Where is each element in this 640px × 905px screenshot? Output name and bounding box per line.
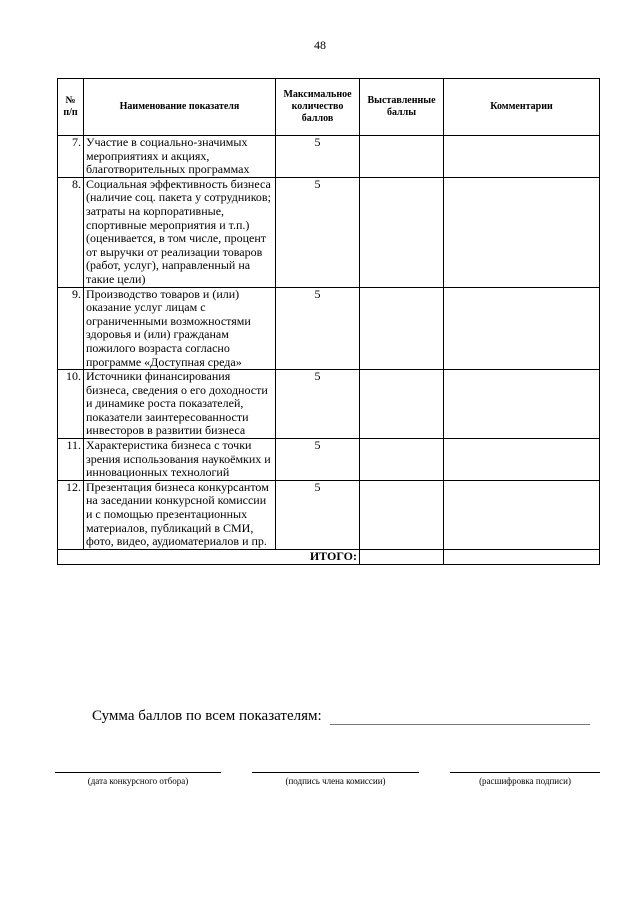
- signature-caption: (подпись члена комиссии): [285, 776, 386, 786]
- signature-line[interactable]: [252, 772, 419, 773]
- decoding-caption: (расшифровка подписи): [479, 776, 571, 786]
- criterion-name: Участие в социально-значимых мероприятиях и акциях, благотворительных программах: [84, 136, 276, 178]
- max-score: 5: [276, 439, 360, 481]
- row-number: 11.: [58, 439, 84, 481]
- table-row: [58, 480, 600, 549]
- sum-label: Сумма баллов по всем показателям:: [92, 708, 322, 724]
- total-label: ИТОГО:: [58, 549, 360, 564]
- given-score-cell[interactable]: [360, 439, 444, 481]
- comment-cell[interactable]: [444, 370, 600, 439]
- given-score-cell[interactable]: [360, 480, 444, 549]
- max-score: 5: [276, 370, 360, 439]
- row-number: 9.: [58, 287, 84, 370]
- comment-cell[interactable]: [444, 287, 600, 370]
- comment-cell[interactable]: [444, 439, 600, 481]
- evaluation-table: [57, 78, 600, 565]
- max-score: 5: [276, 480, 360, 549]
- row-number: 8.: [58, 177, 84, 287]
- max-score: 5: [276, 136, 360, 178]
- date-line[interactable]: [55, 772, 221, 773]
- sum-input-line[interactable]: [330, 724, 590, 725]
- criterion-name: Характеристика бизнеса с точки зрения использования наукоёмких и инновационных технологий: [84, 439, 276, 481]
- criterion-name: Производство товаров и (или) оказание услуг лицам с ограниченными возможностями здоровья и (или) гражданам пожилого возраста согласно программе «Доступная среда»: [84, 287, 276, 370]
- total-row: [58, 549, 600, 564]
- comment-cell[interactable]: [444, 177, 600, 287]
- total-score-cell[interactable]: [360, 549, 444, 564]
- decoding-line[interactable]: [450, 772, 600, 773]
- header-comments: Комментарии: [444, 79, 600, 136]
- header-given-score: Выставленные баллы: [360, 79, 444, 136]
- header-name: Наименование показателя: [84, 79, 276, 136]
- given-score-cell[interactable]: [360, 370, 444, 439]
- comment-cell[interactable]: [444, 480, 600, 549]
- comment-cell[interactable]: [444, 136, 600, 178]
- table-header-row: [58, 79, 600, 136]
- row-number: 12.: [58, 480, 84, 549]
- row-number: 7.: [58, 136, 84, 178]
- given-score-cell[interactable]: [360, 136, 444, 178]
- given-score-cell[interactable]: [360, 287, 444, 370]
- criterion-name: Социальная эффективность бизнеса (наличие соц. пакета у сотрудников; затраты на корпоративные, спортивные мероприятия и т.п.) (оценивается, в том числе, процент от выручки от реализации товаров (работ, услуг), направленный на такие цели): [84, 177, 276, 287]
- table-row: [58, 370, 600, 439]
- table-row: [58, 287, 600, 370]
- max-score: 5: [276, 287, 360, 370]
- table-row: [58, 439, 600, 481]
- criterion-name: Презентация бизнеса конкурсантом на заседании конкурсной комиссии и с помощью презентационных материалов, публикаций в СМИ, фото, видео, аудиоматериалов и пр.: [84, 480, 276, 549]
- max-score: 5: [276, 177, 360, 287]
- given-score-cell[interactable]: [360, 177, 444, 287]
- page-number: 48: [314, 38, 326, 52]
- row-number: 10.: [58, 370, 84, 439]
- table-row: [58, 177, 600, 287]
- total-comment-cell[interactable]: [444, 549, 600, 564]
- criterion-name: Источники финансирования бизнеса, сведения о его доходности и динамике роста показателей, показатели заинтересованности инвесторов в развитии бизнеса: [84, 370, 276, 439]
- header-num: № п/п: [58, 79, 84, 136]
- header-max-score: Максимальное количество баллов: [276, 79, 360, 136]
- table-row: [58, 136, 600, 178]
- date-caption: (дата конкурсного отбора): [87, 776, 189, 786]
